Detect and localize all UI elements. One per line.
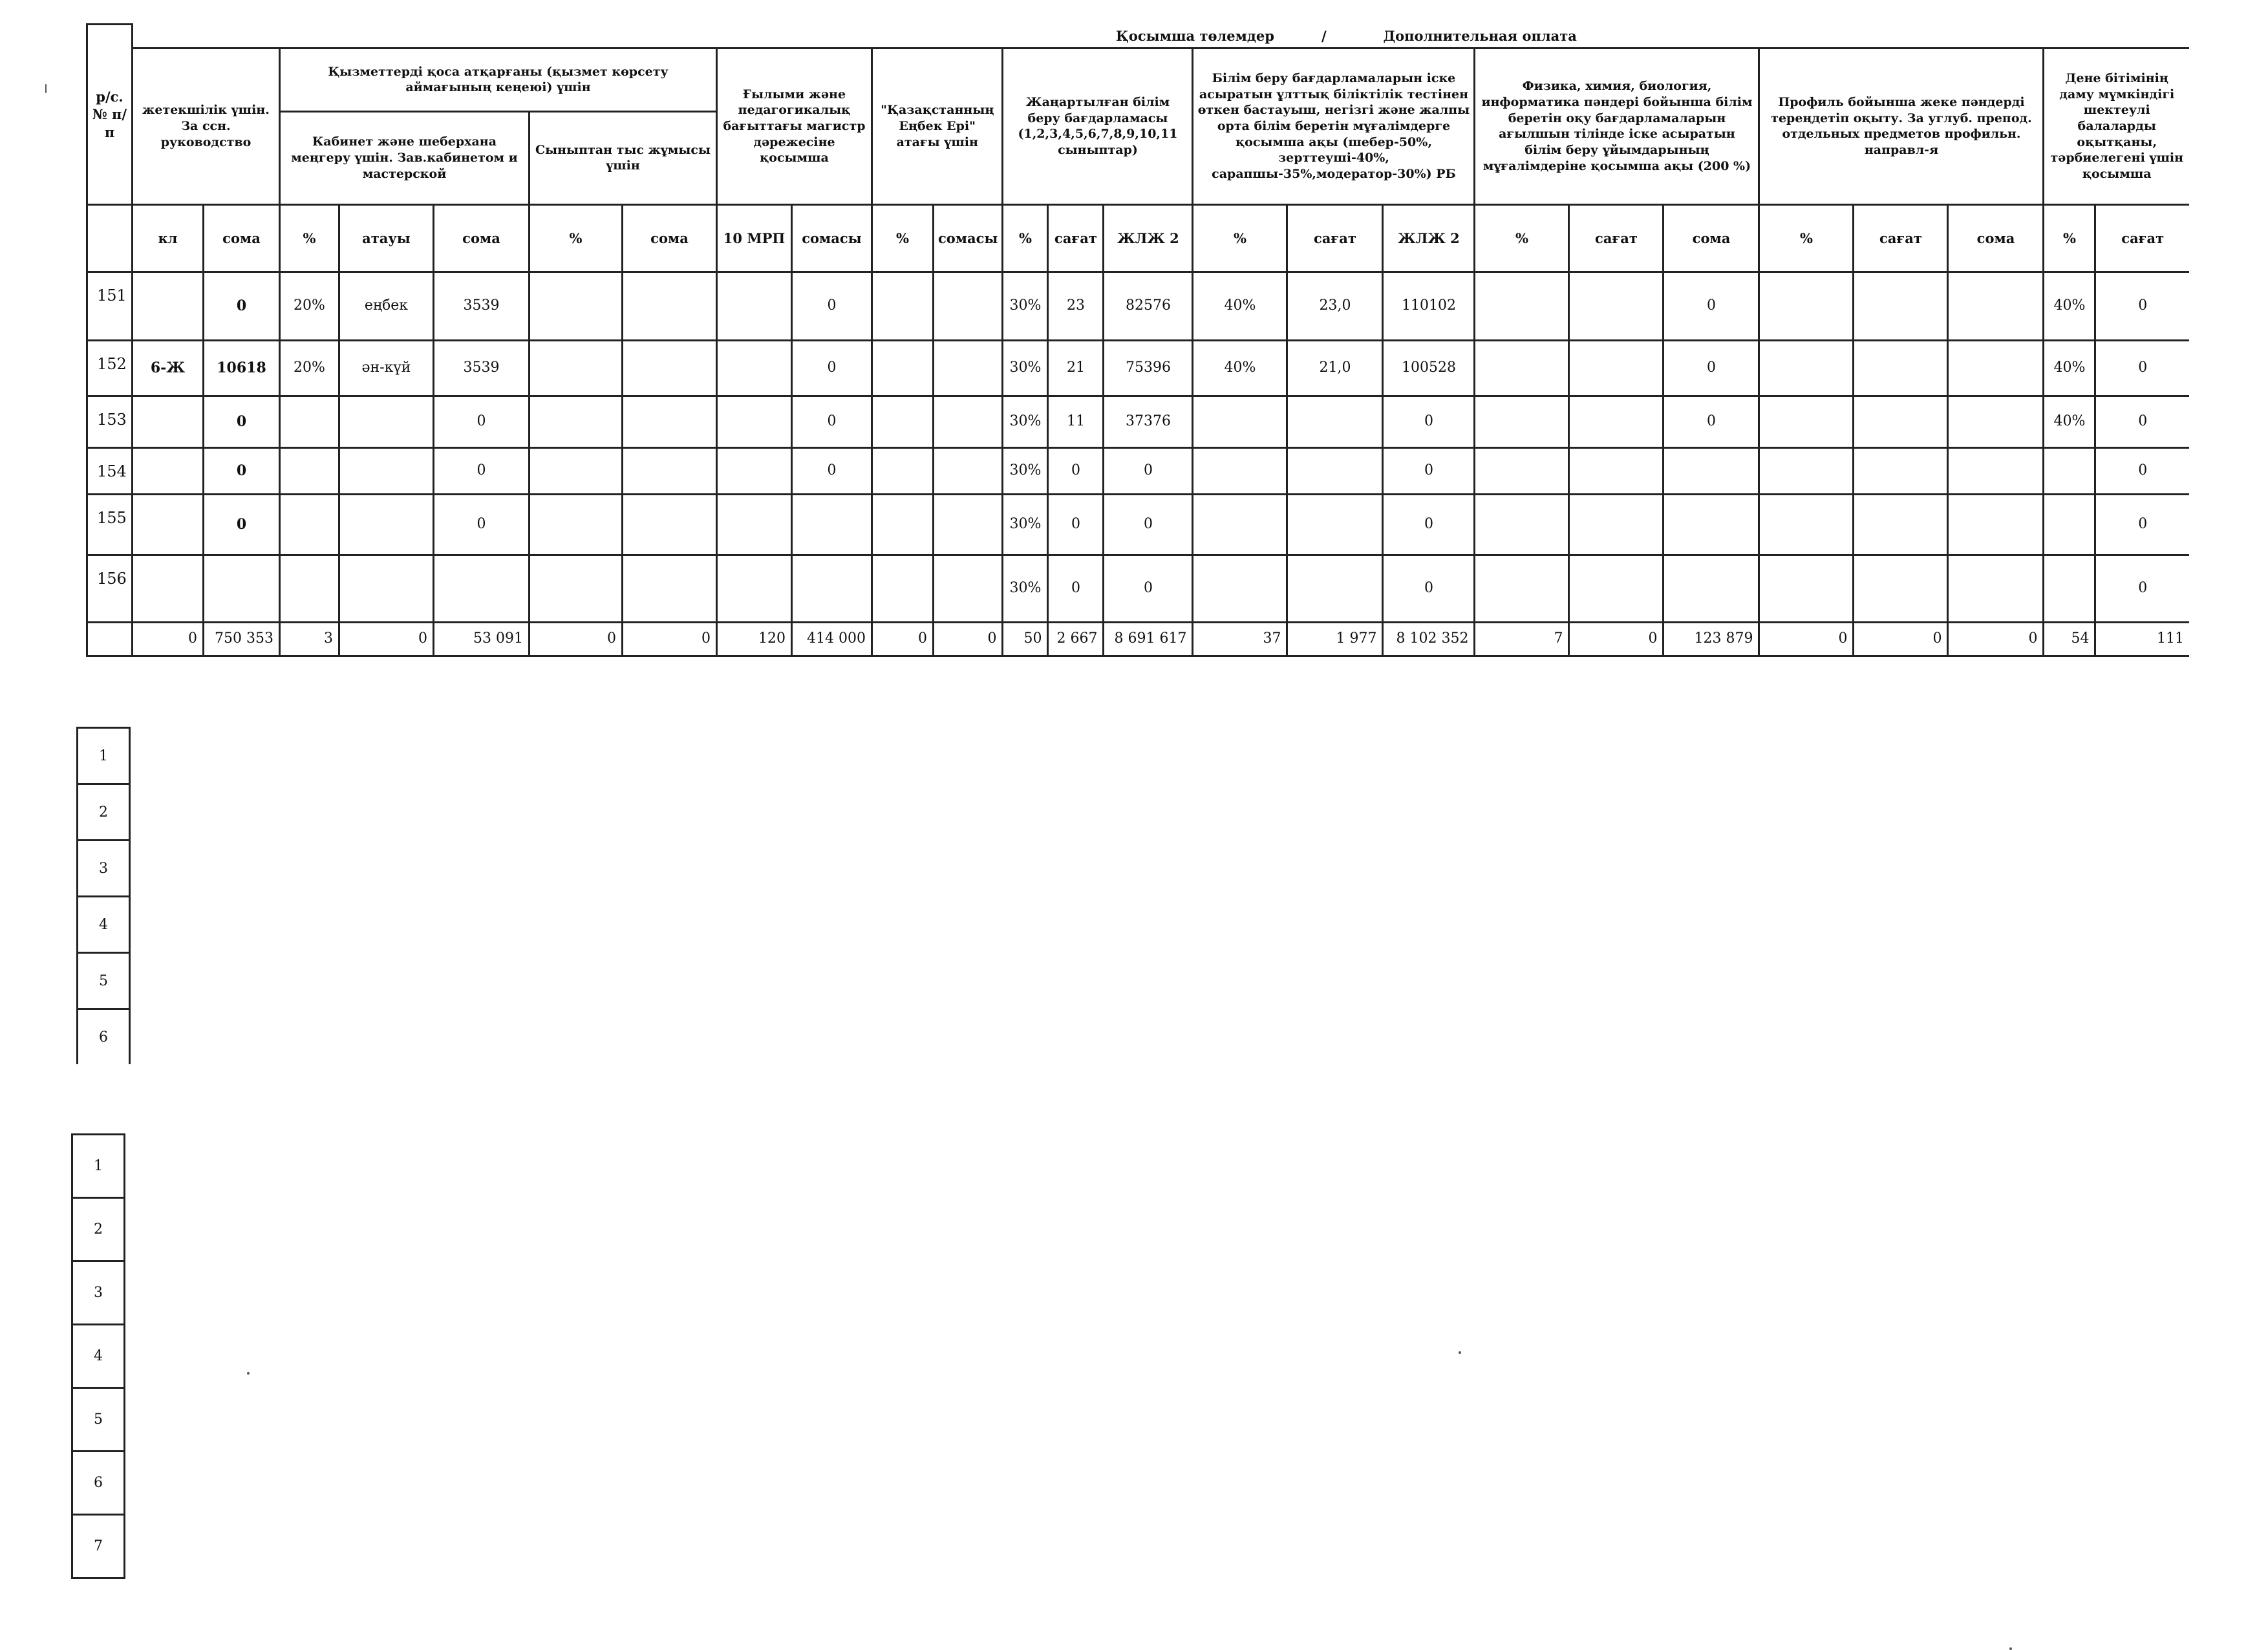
total-cell: 37: [1193, 622, 1287, 656]
index-number: 4: [72, 1325, 125, 1388]
header-additional-payments: Қосымша төлемдер / Дополнительная оплата: [133, 25, 2189, 48]
table-cell: [792, 494, 872, 555]
table-cell: 23: [1048, 272, 1104, 340]
row-number: 155: [87, 494, 133, 555]
scan-speck: [247, 1372, 250, 1375]
index-row: [78, 897, 130, 953]
table-cell: [1854, 396, 1948, 447]
table-cell: [1569, 447, 1664, 494]
table-cell: [934, 494, 1003, 555]
total-cell: 0: [1759, 622, 1854, 656]
table-cell: [2044, 447, 2095, 494]
table-cell: 0: [792, 396, 872, 447]
table-cell: 0: [434, 447, 530, 494]
table-cell: [934, 396, 1003, 447]
table-cell: [1287, 555, 1383, 622]
index-number: 6: [72, 1452, 125, 1515]
table-cell: [1948, 272, 2044, 340]
table-cell: [1569, 340, 1664, 396]
sub-header-row: [87, 204, 2189, 272]
sub-header-cell: сомасы: [792, 204, 872, 272]
sub-header-cell: сомасы: [934, 204, 1003, 272]
table-cell: 3539: [434, 340, 530, 396]
table-cell: 0: [204, 396, 280, 447]
table-cell: [1475, 447, 1569, 494]
index-number: 2: [72, 1198, 125, 1261]
index-number: 1: [72, 1135, 125, 1198]
table-cell: [1759, 447, 1854, 494]
table-cell: 40%: [2044, 396, 2095, 447]
totals-label-cell: [87, 622, 133, 656]
table-cell: [792, 555, 872, 622]
table-cell: 0: [204, 494, 280, 555]
table-cell: [623, 494, 717, 555]
total-cell: 3: [280, 622, 339, 656]
index-row: [72, 1325, 125, 1388]
table-cell: 21: [1048, 340, 1104, 396]
table-cell: [623, 396, 717, 447]
index-row: [72, 1515, 125, 1578]
table-cell: 0: [204, 447, 280, 494]
table-cell: 0: [2095, 396, 2189, 447]
table-cell: [623, 272, 717, 340]
index-row: [72, 1198, 125, 1261]
table-cell: [1569, 494, 1664, 555]
total-cell: 7: [1475, 622, 1569, 656]
index-row: [78, 728, 130, 784]
table-cell: [1854, 340, 1948, 396]
table-cell: [1854, 555, 1948, 622]
table-cell: [530, 555, 623, 622]
table-cell: [530, 272, 623, 340]
table-cell: [1475, 494, 1569, 555]
table-cell: [1193, 447, 1287, 494]
total-cell: 0: [623, 622, 717, 656]
row-number: 152: [87, 340, 133, 396]
index-row: [72, 1135, 125, 1198]
table-cell: [133, 396, 204, 447]
table-cell: [339, 447, 434, 494]
table-cell: [204, 555, 280, 622]
table-cell: 23,0: [1287, 272, 1383, 340]
total-cell: 414 000: [792, 622, 872, 656]
scan-speck: [2009, 1647, 2012, 1650]
table-cell: 30%: [1003, 340, 1048, 396]
total-cell: 0: [934, 622, 1003, 656]
table-cell: [717, 555, 792, 622]
sub-header-cell: %: [530, 204, 623, 272]
table-cell: [934, 447, 1003, 494]
table-row: [87, 447, 2189, 494]
index-number: 5: [72, 1388, 125, 1452]
sub-header-cell: сома: [1948, 204, 2044, 272]
table-cell: 0: [1383, 396, 1475, 447]
sub-header-cell: кл: [133, 204, 204, 272]
table-cell: 0: [1664, 396, 1759, 447]
table-cell: [1287, 494, 1383, 555]
table-cell: [1569, 555, 1664, 622]
table-cell: [1287, 447, 1383, 494]
row-number: 153: [87, 396, 133, 447]
table-cell: еңбек: [339, 272, 434, 340]
table-cell: 0: [1664, 340, 1759, 396]
scan-speck: [45, 84, 47, 93]
header-english-stem: Физика, химия, биология, информатика пәндері бойынша білім беретін оқу бағдарламаларын ағылшын тілінде іске асыратын білім беру ұйымдарының мұғалімдеріне қосымша ақы (200 %): [1475, 48, 1759, 204]
total-cell: 0: [133, 622, 204, 656]
table-cell: 0: [1104, 447, 1193, 494]
table-cell: 110102: [1383, 272, 1475, 340]
scan-speck: [1459, 1351, 1461, 1354]
table-row: [87, 272, 2189, 340]
table-cell: 0: [2095, 447, 2189, 494]
table-cell: [1948, 340, 2044, 396]
header-leadership: жетекшілік үшін. За ссн. руководство: [133, 48, 280, 204]
index-row: [78, 1009, 130, 1065]
table-cell: [717, 447, 792, 494]
table-cell: [717, 396, 792, 447]
table-cell: 6-Ж: [133, 340, 204, 396]
table-cell: [1759, 340, 1854, 396]
table-cell: [717, 340, 792, 396]
total-cell: 111: [2095, 622, 2189, 656]
table-row: [87, 494, 2189, 555]
table-cell: 0: [204, 272, 280, 340]
index-table-2: [71, 1133, 125, 1579]
table-cell: [872, 340, 934, 396]
table-row: [87, 396, 2189, 447]
index-row: [72, 1261, 125, 1325]
table-cell: [2044, 555, 2095, 622]
total-cell: 750 353: [204, 622, 280, 656]
table-cell: [280, 396, 339, 447]
table-cell: [872, 396, 934, 447]
header-masters-degree: Ғылыми және педагогикалық бағыттағы магистр дәрежесіне қосымша: [717, 48, 872, 204]
sub-header-cell: 10 МРП: [717, 204, 792, 272]
table-cell: [133, 555, 204, 622]
table-cell: [623, 555, 717, 622]
table-cell: 0: [2095, 555, 2189, 622]
sub-header-cell: %: [872, 204, 934, 272]
table-cell: 0: [1104, 555, 1193, 622]
total-cell: 0: [530, 622, 623, 656]
table-cell: 0: [2095, 340, 2189, 396]
table-cell: 20%: [280, 340, 339, 396]
table-cell: [1948, 447, 2044, 494]
sub-header-cell: сағат: [2095, 204, 2189, 272]
total-cell: 0: [1569, 622, 1664, 656]
sub-header-cell: сағат: [1048, 204, 1104, 272]
table-cell: [872, 272, 934, 340]
table-cell: ән-күй: [339, 340, 434, 396]
table-cell: [717, 494, 792, 555]
total-cell: 8 102 352: [1383, 622, 1475, 656]
table-cell: [339, 396, 434, 447]
table-cell: [1664, 494, 1759, 555]
table-cell: [1759, 555, 1854, 622]
index-row: [78, 784, 130, 841]
index-number: 7: [72, 1515, 125, 1578]
table-cell: 0: [2095, 272, 2189, 340]
table-cell: [1664, 555, 1759, 622]
table-cell: 0: [1048, 555, 1104, 622]
totals-row: [87, 622, 2189, 656]
table-row: [87, 555, 2189, 622]
total-cell: 0: [339, 622, 434, 656]
table-cell: [1759, 494, 1854, 555]
table-cell: 30%: [1003, 447, 1048, 494]
header-qualification-test: Білім беру бағдарламаларын іске асыратын ұлттық біліктілік тестінен өткен бастауыш, негізгі және жалпы орта білім беретін мұғалімдерге қосымша ақы (шебер-50%, зерттеуші-40%, сарапшы-35%,модератор-30%) РБ: [1193, 48, 1475, 204]
table-cell: [1854, 447, 1948, 494]
table-cell: 0: [434, 494, 530, 555]
index-number: 3: [72, 1261, 125, 1325]
table-cell: [339, 494, 434, 555]
index-number: 3: [78, 841, 130, 897]
table-cell: 10618: [204, 340, 280, 396]
table-cell: 0: [792, 272, 872, 340]
sub-header-cell: %: [280, 204, 339, 272]
table-cell: [133, 494, 204, 555]
table-cell: 40%: [2044, 340, 2095, 396]
sub-header-cell: сома: [434, 204, 530, 272]
table-cell: [934, 555, 1003, 622]
table-cell: [1475, 272, 1569, 340]
table-cell: 30%: [1003, 272, 1048, 340]
table-cell: [1854, 494, 1948, 555]
header-updated-program: Жаңартылған білім беру бағдарламасы (1,2,3,4,5,6,7,8,9,10,11 сыныптар): [1003, 48, 1193, 204]
table-cell: [1569, 396, 1664, 447]
index-table-1: [76, 727, 131, 1064]
total-cell: 53 091: [434, 622, 530, 656]
table-cell: [623, 447, 717, 494]
table-cell: 0: [1664, 272, 1759, 340]
table-cell: [1193, 494, 1287, 555]
index-row: [78, 841, 130, 897]
header-row-number: р/с.№ п/п: [87, 25, 133, 205]
table-cell: [1854, 272, 1948, 340]
table-cell: [1759, 272, 1854, 340]
table-cell: [339, 555, 434, 622]
table-cell: [934, 272, 1003, 340]
total-cell: 8 691 617: [1104, 622, 1193, 656]
sub-header-cell: %: [1003, 204, 1048, 272]
table-cell: [1287, 396, 1383, 447]
sub-header-cell: атауы: [339, 204, 434, 272]
table-cell: [872, 494, 934, 555]
total-cell: 2 667: [1048, 622, 1104, 656]
table-cell: [280, 555, 339, 622]
header-labor-hero: "Қазақстанның Еңбек Ері" атағы үшін: [872, 48, 1003, 204]
table-cell: [934, 340, 1003, 396]
table-cell: [280, 447, 339, 494]
table-cell: [1948, 555, 2044, 622]
sub-header-cell: ЖЛЖ 2: [1383, 204, 1475, 272]
total-cell: 1 977: [1287, 622, 1383, 656]
header-combined-services: Қызметтерді қоса атқарғаны (қызмет көрсету аймағының кеңеюі) үшін: [280, 48, 717, 111]
row-number: 156: [87, 555, 133, 622]
table-cell: [530, 340, 623, 396]
table-cell: [530, 447, 623, 494]
sub-header-cell: %: [1475, 204, 1569, 272]
index-row: [78, 953, 130, 1009]
sub-header-cell: [87, 204, 133, 272]
data-rows: [87, 272, 2189, 622]
total-cell: 50: [1003, 622, 1048, 656]
table-cell: [530, 494, 623, 555]
table-cell: [872, 555, 934, 622]
table-cell: [1475, 396, 1569, 447]
sub-header-cell: сағат: [1287, 204, 1383, 272]
table-cell: [1475, 555, 1569, 622]
table-cell: [1664, 447, 1759, 494]
header-special-needs: Дене бітімінің даму мүмкіндігі шектеулі балаларды оқытқаны, тәрбиелегені үшін қосымша: [2044, 48, 2189, 204]
sub-header-cell: %: [1759, 204, 1854, 272]
table-cell: [280, 494, 339, 555]
table-cell: 37376: [1104, 396, 1193, 447]
table-cell: 0: [1104, 494, 1193, 555]
table-cell: [623, 340, 717, 396]
sub-header-cell: %: [1193, 204, 1287, 272]
total-cell: 0: [872, 622, 934, 656]
table-cell: 0: [1383, 447, 1475, 494]
table-cell: 0: [1048, 494, 1104, 555]
table-cell: [1193, 555, 1287, 622]
header-cabinet: Кабинет және шеберхана меңгеру үшін. Зав.кабинетом и мастерской: [280, 111, 530, 204]
table-cell: 40%: [1193, 340, 1287, 396]
table-cell: [1948, 494, 2044, 555]
total-cell: 123 879: [1664, 622, 1759, 656]
sub-header-cell: сома: [1664, 204, 1759, 272]
header-extracurricular: Сыныптан тыс жұмысы үшін: [530, 111, 717, 204]
index-row: [72, 1452, 125, 1515]
index-number: 5: [78, 953, 130, 1009]
row-number: 151: [87, 272, 133, 340]
table-cell: 21,0: [1287, 340, 1383, 396]
table-cell: 40%: [2044, 272, 2095, 340]
table-cell: 20%: [280, 272, 339, 340]
table-cell: [1759, 396, 1854, 447]
table-cell: [1193, 396, 1287, 447]
sub-header-cell: сағат: [1854, 204, 1948, 272]
table-cell: 0: [792, 447, 872, 494]
table-cell: [434, 555, 530, 622]
index-number: 1: [78, 728, 130, 784]
table-cell: [717, 272, 792, 340]
table-cell: 30%: [1003, 494, 1048, 555]
table-cell: 0: [1383, 494, 1475, 555]
index-number: 6: [78, 1009, 130, 1065]
total-cell: 0: [1854, 622, 1948, 656]
table-row: [87, 340, 2189, 396]
table-cell: 0: [2095, 494, 2189, 555]
header-profile-study: Профиль бойынша жеке пәндерді тереңдетіп оқыту. За углуб. препод. отдельных предметов профильн. направл-я: [1759, 48, 2044, 204]
table-cell: [530, 396, 623, 447]
table-cell: [1948, 396, 2044, 447]
index-number: 2: [78, 784, 130, 841]
table-cell: 30%: [1003, 396, 1048, 447]
table-cell: 30%: [1003, 555, 1048, 622]
table-cell: 3539: [434, 272, 530, 340]
sub-header-cell: %: [2044, 204, 2095, 272]
table-cell: 11: [1048, 396, 1104, 447]
table-cell: [2044, 494, 2095, 555]
total-cell: 120: [717, 622, 792, 656]
index-number: 4: [78, 897, 130, 953]
table-cell: [133, 272, 204, 340]
table-cell: 75396: [1104, 340, 1193, 396]
row-number: 154: [87, 447, 133, 494]
table-cell: 0: [792, 340, 872, 396]
table-cell: 40%: [1193, 272, 1287, 340]
table-cell: [872, 447, 934, 494]
table-cell: 0: [1383, 555, 1475, 622]
table-cell: 0: [434, 396, 530, 447]
sub-header-cell: сома: [623, 204, 717, 272]
sub-header-cell: ЖЛЖ 2: [1104, 204, 1193, 272]
table-cell: [1569, 272, 1664, 340]
additional-payments-table: [86, 23, 2189, 657]
total-cell: 54: [2044, 622, 2095, 656]
table-cell: 0: [1048, 447, 1104, 494]
table-cell: 100528: [1383, 340, 1475, 396]
table-cell: [133, 447, 204, 494]
total-cell: 0: [1948, 622, 2044, 656]
sub-header-cell: сағат: [1569, 204, 1664, 272]
table-cell: [1475, 340, 1569, 396]
index-row: [72, 1388, 125, 1452]
sub-header-cell: сома: [204, 204, 280, 272]
table-cell: 82576: [1104, 272, 1193, 340]
